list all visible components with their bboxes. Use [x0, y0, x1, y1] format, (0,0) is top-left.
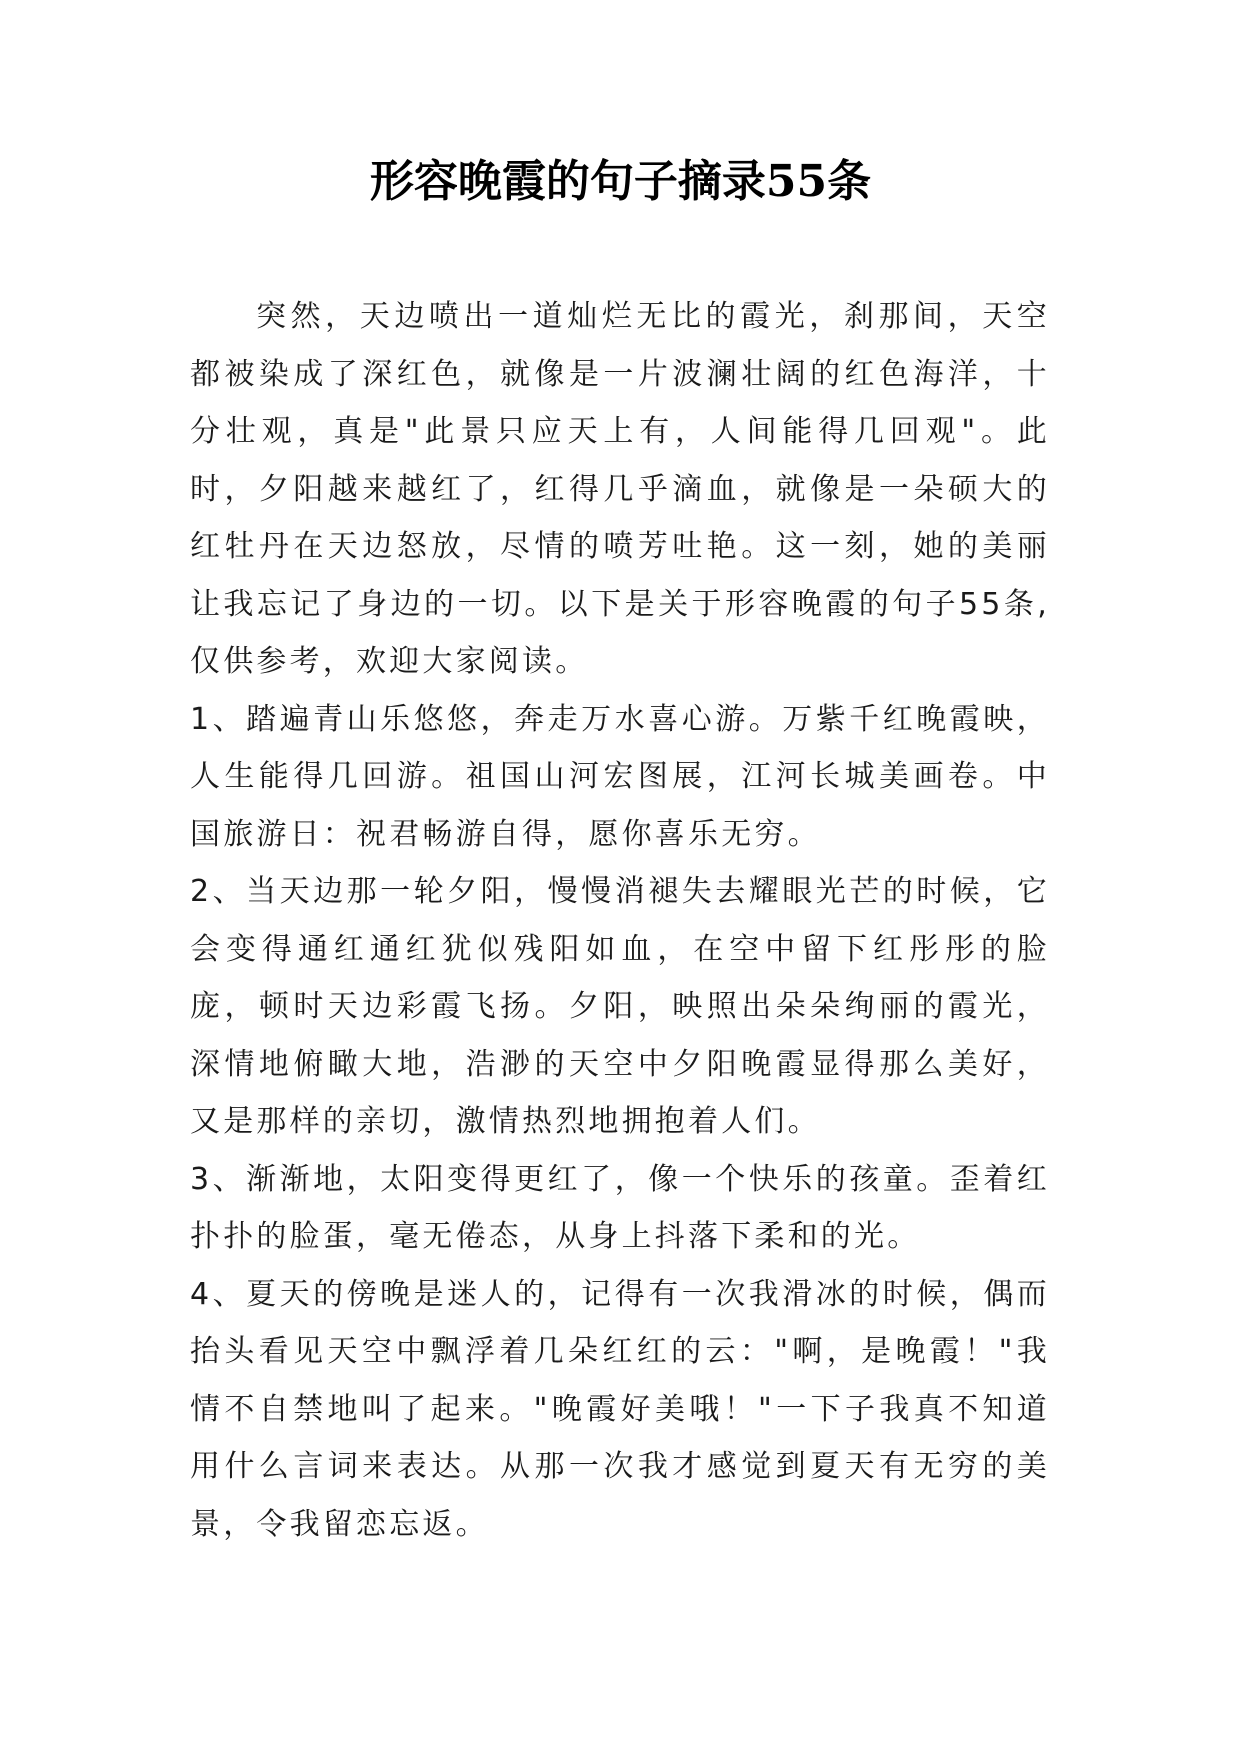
list-item-4: 4、夏天的傍晚是迷人的，记得有一次我滑冰的时候，偶而抬头看见天空中飘浮着几朵红红的云："啊，是晚霞！"我情不自禁地叫了起来。"晚霞好美哦！"一下子我真不知道用什么言词来表达。从那一次我才感觉到夏天有无穷的美景，令我留恋忘返。	[190, 1276, 1050, 1542]
document-body	[190, 288, 1050, 1553]
intro-paragraph: 突然，天边喷出一道灿烂无比的霞光，刹那间，天空都被染成了深红色，就像是一片波澜壮阔的红色海洋，十分壮观，真是"此景只应天上有，人间能得几回观"。此时，夕阳越来越红了，红得几乎滴血，就像是一朵硕大的红牡丹在天边怒放，尽情的喷芳吐艳。这一刻，她的美丽让我忘记了身边的一切。以下是关于形容晚霞的句子55条,仅供参考，欢迎大家阅读。	[190, 299, 1050, 679]
list-item-2: 2、当天边那一轮夕阳，慢慢消褪失去耀眼光芒的时候，它会变得通红通红犹似残阳如血，在空中留下红彤彤的脸庞，顿时天边彩霞飞扬。夕阳，映照出朵朵绚丽的霞光，深情地俯瞰大地，浩渺的天空中夕阳晚霞显得那么美好，又是那样的亲切，激情热烈地拥抱着人们。	[190, 874, 1050, 1139]
list-item-1: 1、踏遍青山乐悠悠，奔走万水喜心游。万紫千红晚霞映，人生能得几回游。祖国山河宏图展，江河长城美画卷。中国旅游日：祝君畅游自得，愿你喜乐无穷。	[190, 701, 1050, 852]
list-item-3: 3、渐渐地，太阳变得更红了，像一个快乐的孩童。歪着红扑扑的脸蛋，毫无倦态，从身上抖落下柔和的光。	[190, 1161, 1050, 1254]
document-title: 形容晚霞的句子摘录55条	[369, 156, 872, 207]
